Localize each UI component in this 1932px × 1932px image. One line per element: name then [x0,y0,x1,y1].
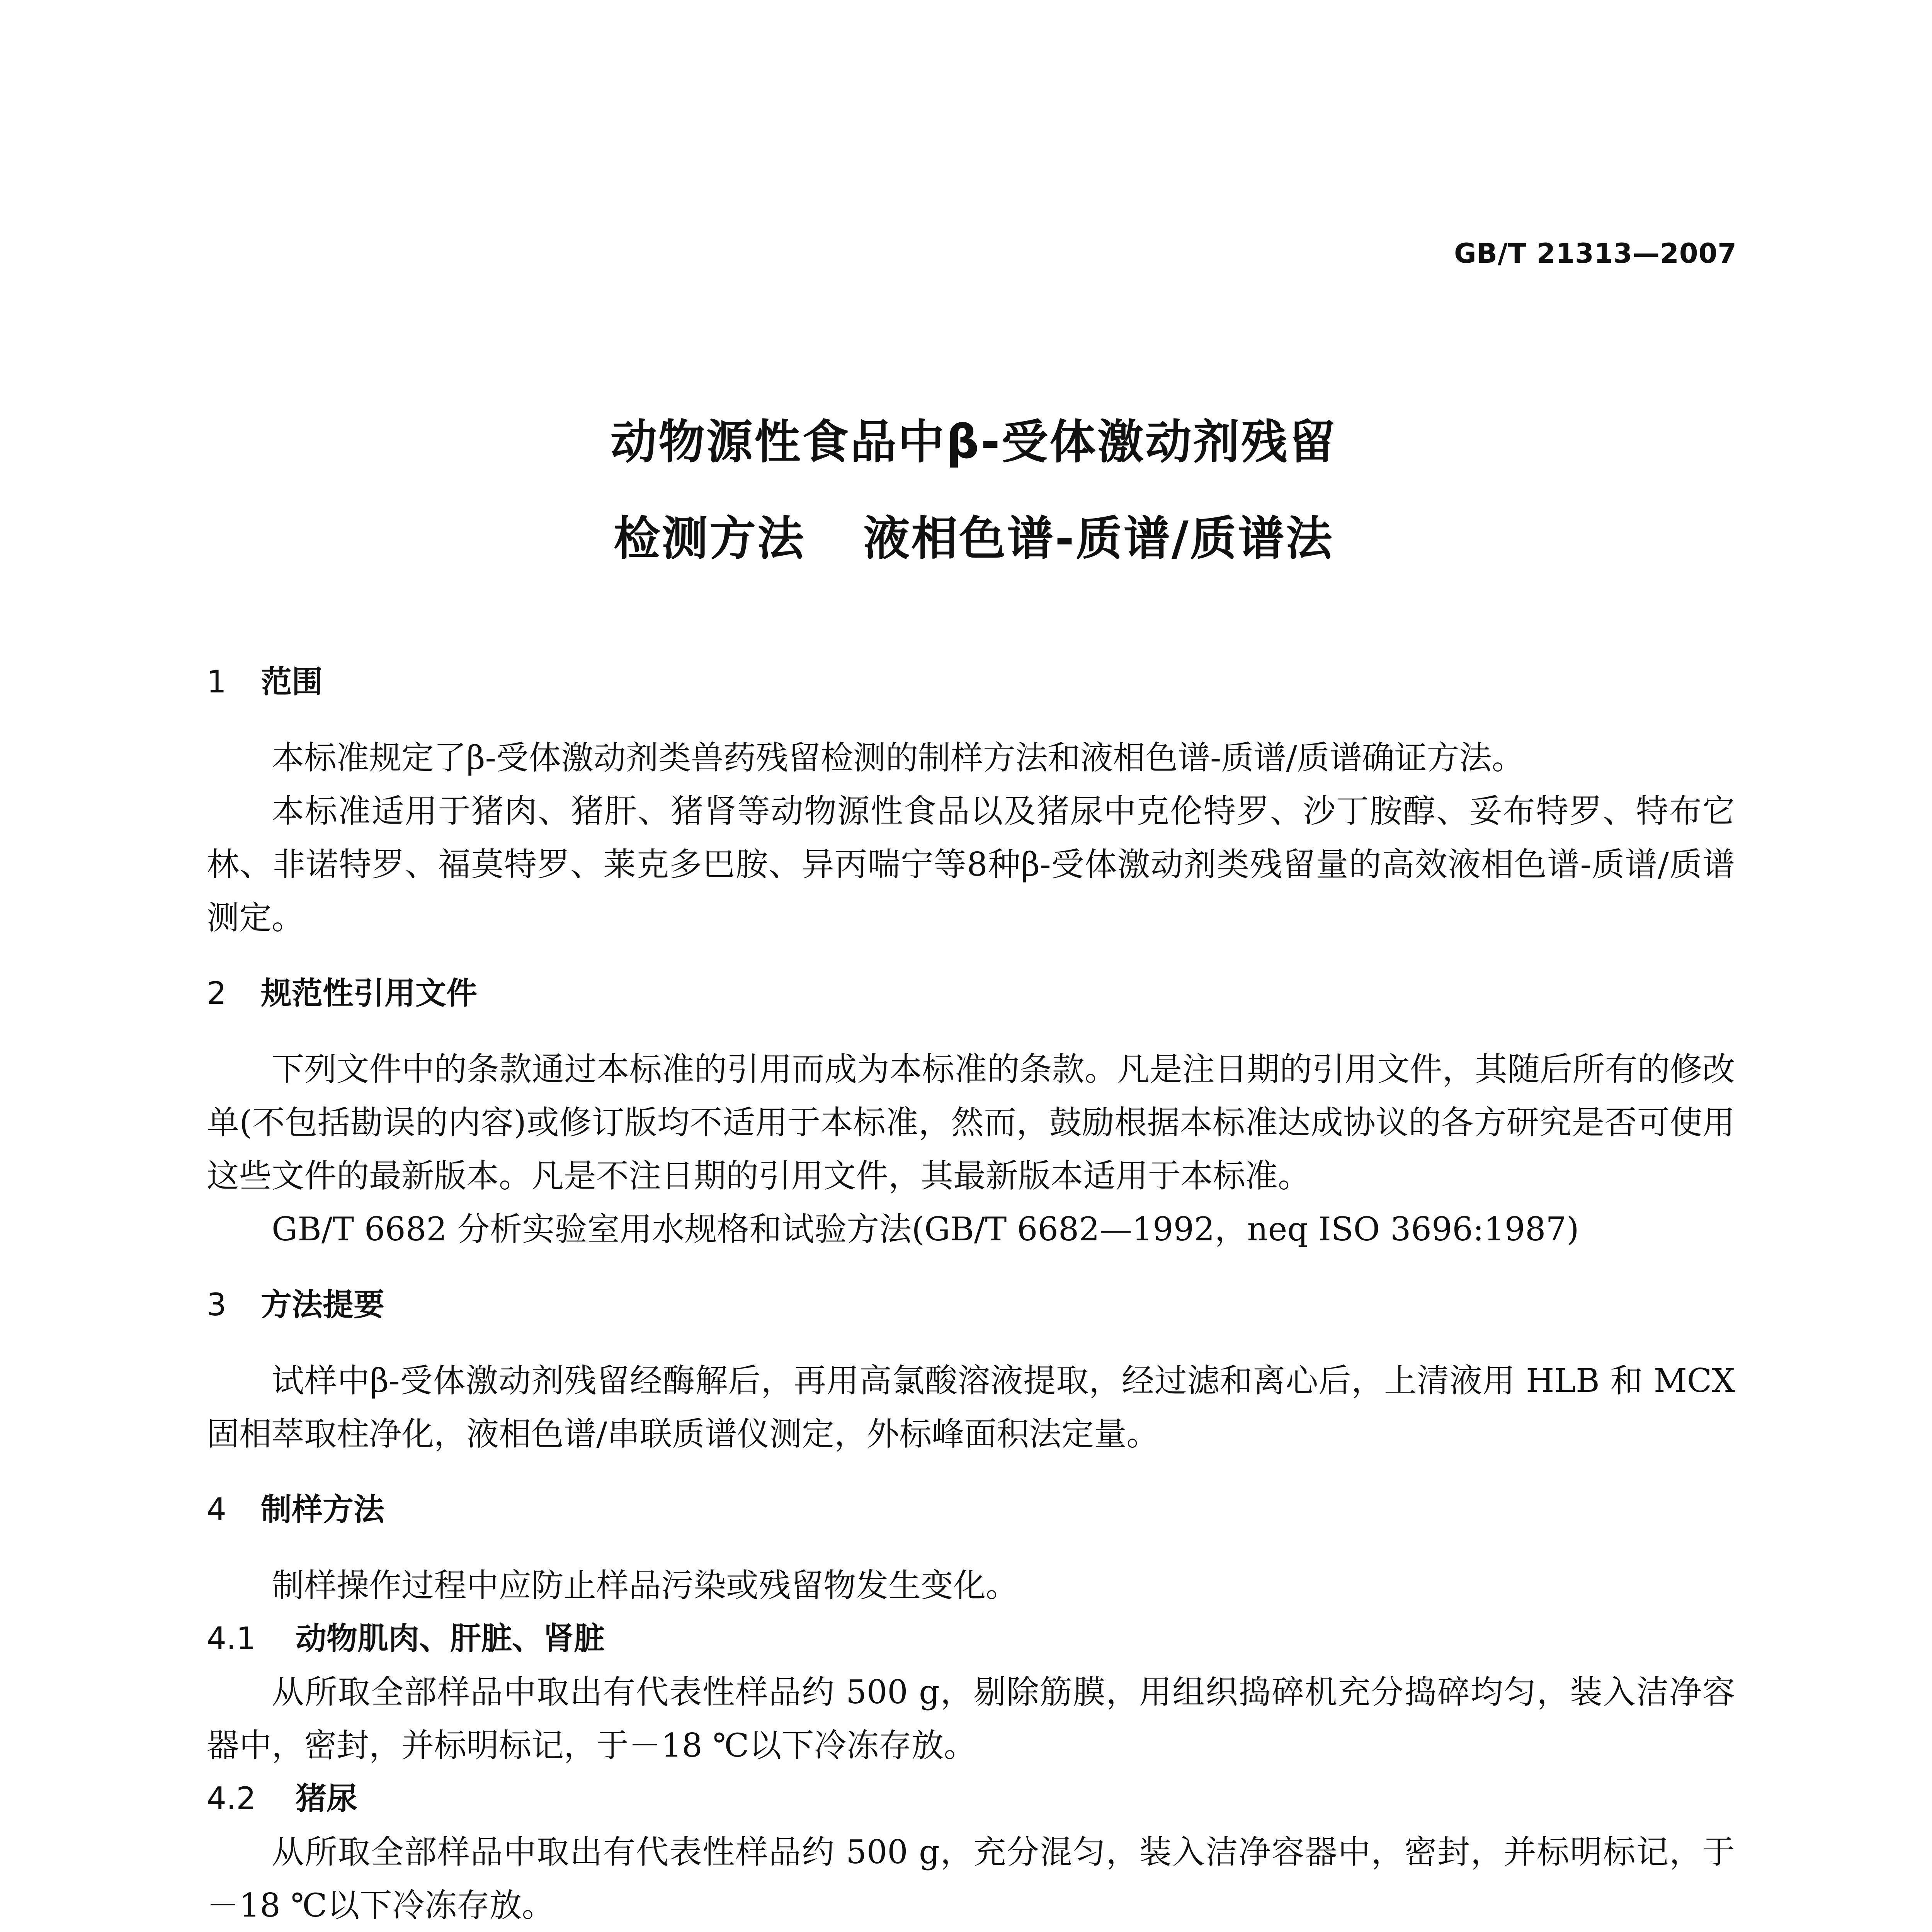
subsection-4-1-paragraph: 从所取全部样品中取出有代表性样品约 500 g，剔除筋膜，用组织捣碎机充分捣碎均匀，装入洁净容器中，密封，并标明标记，于－18 ℃以下冷冻存放。 [207,1673,1735,1764]
title-line-2-part-a: 检测方法 [614,512,806,566]
document-body [207,653,1735,1932]
section-2-paragraph-1: 下列文件中的条款通过本标准的引用而成为本标准的条款。凡是注日期的引用文件，其随后所有的修改单(不包括勘误的内容)或修订版均不适用于本标准，然而，鼓励根据本标准达成协议的各方研究是否可使用这些文件的最新版本。凡是不注日期的引用文件，其最新版本适用于本标准。 [207,1050,1735,1195]
section-2-heading: 2 规范性引用文件 [207,975,477,1011]
document-title [0,394,1932,587]
section-4-paragraph-1: 制样操作过程中应防止样品污染或残留物发生变化。 [272,1566,1019,1604]
section-3-heading: 3 方法提要 [207,1287,384,1323]
title-line-2 [0,491,1932,587]
subsection-4-1-heading: 4.1 动物肌肉、肝脏、肾脏 [207,1621,605,1656]
subsection-4-2-heading: 4.2 猪尿 [207,1781,357,1816]
section-4-heading: 4 制样方法 [207,1492,384,1527]
title-line-1: 动物源性食品中β-受体激动剂残留 [611,415,1337,469]
standard-number: GB/T 21313—2007 [1454,238,1737,269]
section-1-heading: 1 范围 [207,664,323,700]
title-line-2-part-b: 液相色谱-质谱/质谱法 [863,512,1334,566]
section-1-paragraph-2: 本标准适用于猪肉、猪肝、猪肾等动物源性食品以及猪尿中克伦特罗、沙丁胺醇、妥布特罗、特布它林、非诺特罗、福莫特罗、莱克多巴胺、异丙喘宁等8种β-受体激动剂类残留量的高效液相色谱-质谱/质谱测定。 [207,792,1735,937]
section-3-paragraph-1: 试样中β-受体激动剂残留经酶解后，再用高氯酸溶液提取，经过滤和离心后，上清液用 HLB 和 MCX 固相萃取柱净化，液相色谱/串联质谱仪测定，外标峰面积法定量。 [207,1362,1735,1453]
section-1-paragraph-1: 本标准规定了β-受体激动剂类兽药残留检测的制样方法和液相色谱-质谱/质谱确证方法。 [272,739,1524,777]
section-2-reference: GB/T 6682 分析实验室用水规格和试验方法(GB/T 6682—1992，neq ISO 3696:1987) [272,1210,1579,1248]
subsection-4-2-paragraph: 从所取全部样品中取出有代表性样品约 500 g，充分混匀，装入洁净容器中，密封，并标明标记，于－18 ℃以下冷冻存放。 [207,1833,1735,1924]
